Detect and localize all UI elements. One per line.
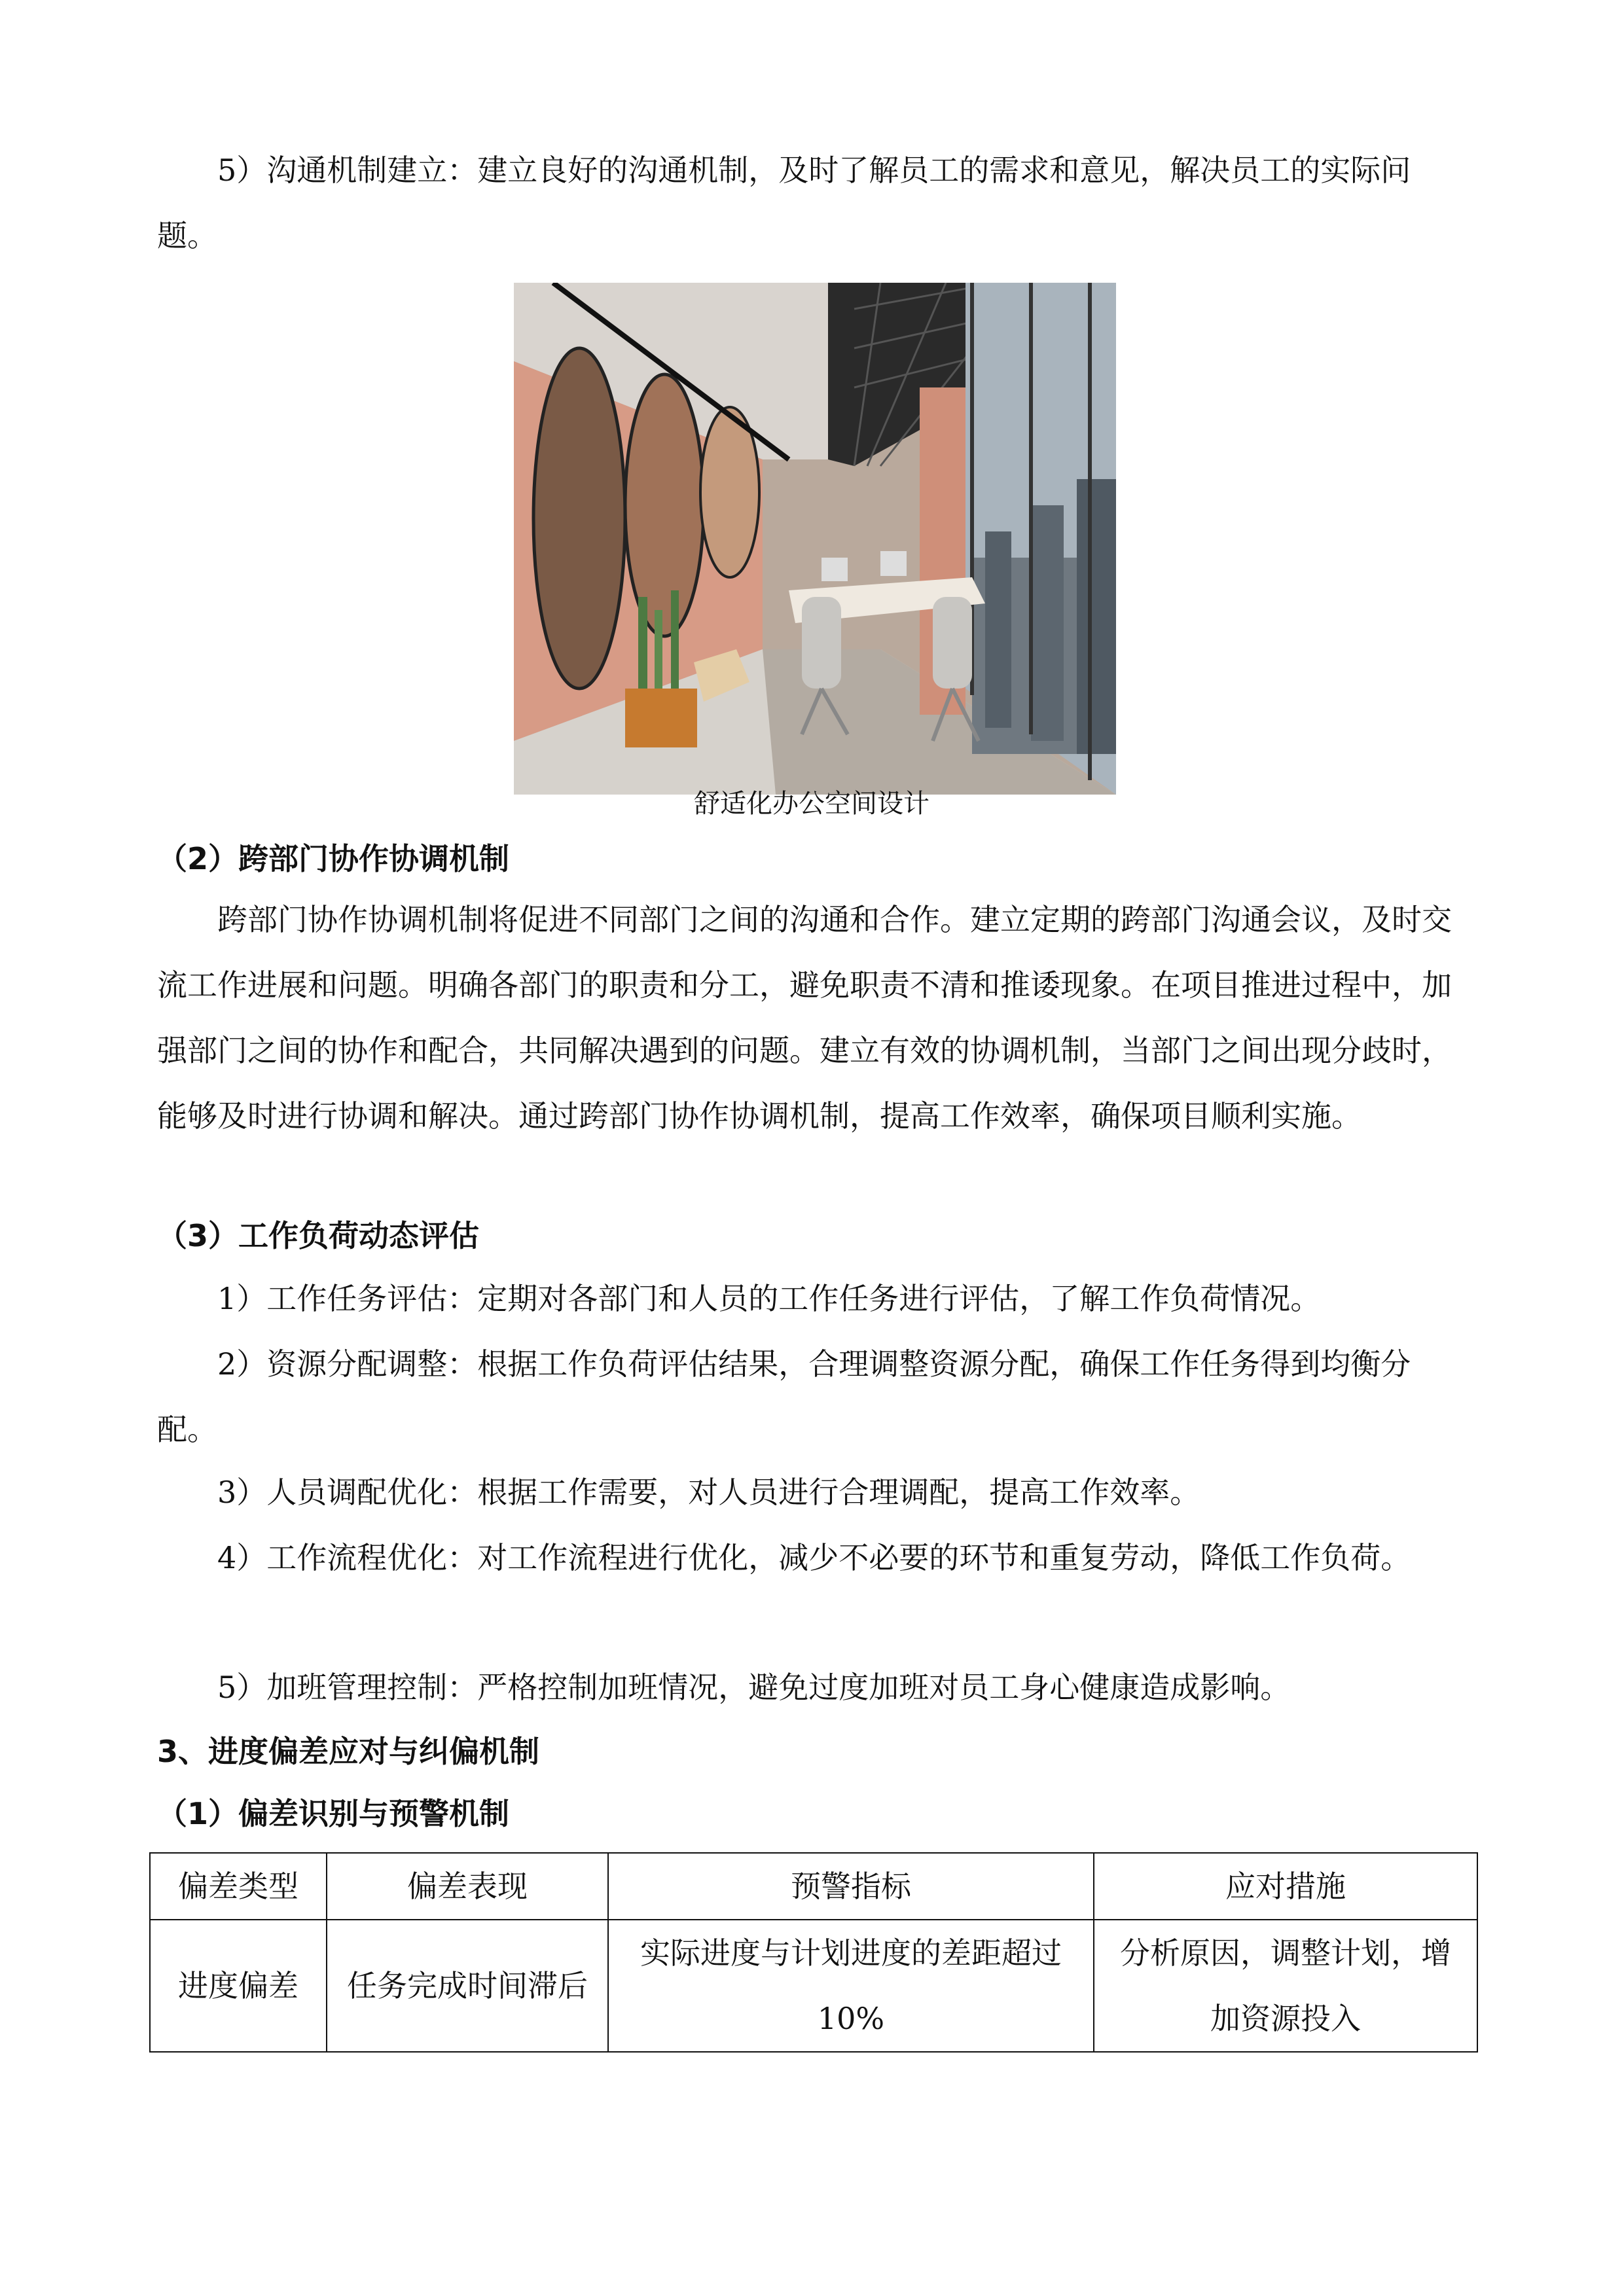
table-cell: 任务完成时间滞后 — [327, 1920, 608, 2052]
table-cell: 分析原因，调整计划，增加资源投入 — [1094, 1920, 1477, 2052]
paragraph-communication-mechanism: 5）沟通机制建立：建立良好的沟通机制，及时了解员工的需求和意见，解决员工的实际问题。 — [157, 152, 1411, 253]
table-header-cell: 偏差表现 — [327, 1853, 608, 1920]
table-cell: 实际进度与计划进度的差距超过10% — [608, 1920, 1094, 2052]
table-header-cell: 偏差类型 — [150, 1853, 327, 1920]
section-heading-cross-dept: （2）跨部门协作协调机制 — [157, 841, 510, 876]
workload-item-2: 2）资源分配调整：根据工作负荷评估结果，合理调整资源分配，确保工作任务得到均衡分配。 — [157, 1346, 1411, 1447]
workload-item-4: 4）工作流程优化：对工作流程进行优化，减少不必要的环节和重复劳动，降低工作负荷。 — [217, 1540, 1411, 1575]
table-header-cell: 应对措施 — [1094, 1853, 1477, 1920]
workload-item-3: 3）人员调配优化：根据工作需要，对人员进行合理调配，提高工作效率。 — [217, 1475, 1200, 1510]
workload-item-1: 1）工作任务评估：定期对各部门和人员的工作任务进行评估，了解工作负荷情况。 — [217, 1281, 1321, 1316]
subsection-heading-deviation: （1）偏差识别与预警机制 — [157, 1796, 510, 1831]
main-section-heading: 3、进度偏差应对与纠偏机制 — [157, 1734, 540, 1769]
section-heading-workload: （3）工作负荷动态评估 — [157, 1218, 480, 1253]
deviation-table — [149, 1852, 1478, 2053]
photo-caption: 舒适化办公空间设计 — [694, 789, 929, 819]
workload-item-5: 5）加班管理控制：严格控制加班情况，避免过度加班对员工身心健康造成影响。 — [217, 1670, 1291, 1705]
table-header-row — [150, 1853, 1477, 1920]
paragraph-cross-dept: 跨部门协作协调机制将促进不同部门之间的沟通和合作。建立定期的跨部门沟通会议，及时交流工作进展和问题。明确各部门的职责和分工，避免职责不清和推诿现象。在项目推进过程中，加强部门之间的协作和配合，共同解决遇到的问题。建立有效的协调机制，当部门之间出现分歧时，能够及时进行协调和解决。通过跨部门协作协调机制，提高工作效率，确保项目顺利实施。 — [157, 902, 1452, 1134]
table-cell: 进度偏差 — [150, 1920, 327, 2052]
office-space-photo — [514, 283, 1116, 795]
table-header-cell: 预警指标 — [608, 1853, 1094, 1920]
table-row — [150, 1920, 1477, 2052]
